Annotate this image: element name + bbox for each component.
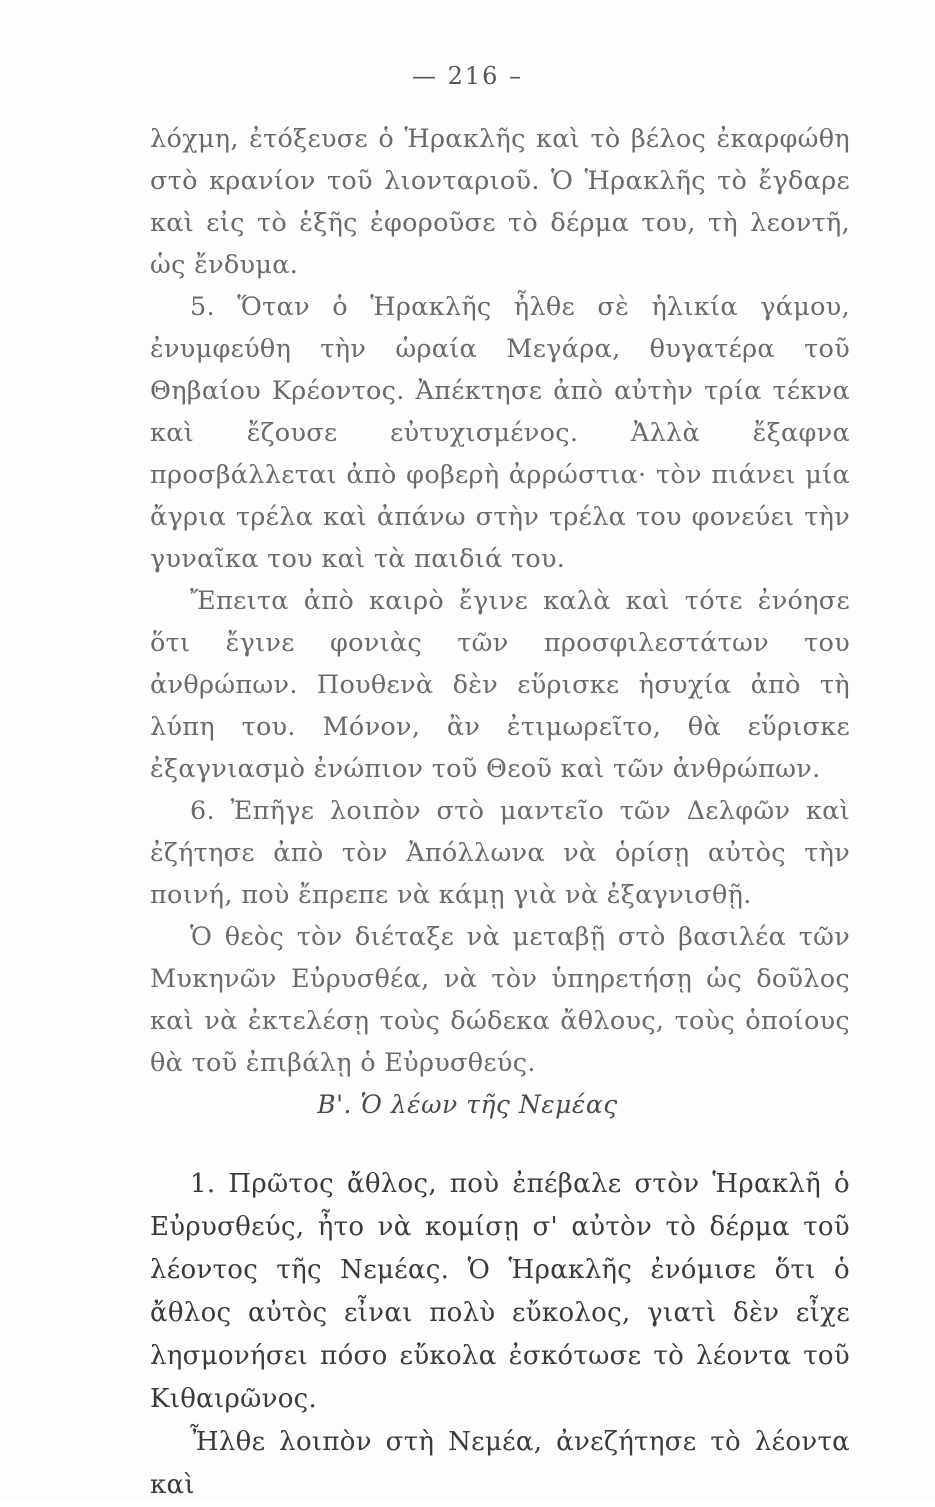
paragraph-came-to-nemea: Ἦλθε λοιπὸν στὴ Νεμέα, ἀνεζήτησε τὸ λέοντα καὶ <box>150 1427 850 1500</box>
upper-text-block <box>150 118 850 1084</box>
paragraph-god-orders: Ὁ θεὸς τὸν διέταξε νὰ μεταβῇ στὸ βασιλέα τῶν Μυκηνῶν Εὐρυσθέα, νὰ τὸν ὑπηρετήσῃ ὡς δοῦλος καὶ νὰ ἐκτελέσῃ τοὺς δώδεκα ἄθλους, τοὺς ὁποίους θὰ τοῦ ἐπιβάλῃ ὁ Εὐρυσθεύς. <box>150 922 850 1078</box>
paragraph-afterward: Ἔπειτα ἀπὸ καιρὸ ἔγινε καλὰ καὶ τότε ἐνόησε ὅτι ἔγινε φονιὰς τῶν προσφιλεστάτων του ἀνθρώπων. Πουθενὰ δὲν εὕρισκε ἡσυχία ἀπὸ τὴ λύπη του. Μόνον, ἂν ἐτιμωρεῖτο, θὰ εὕρισκε ἐξαγνιασμὸ ἐνώπιον τοῦ Θεοῦ καὶ τῶν ἀνθρώπων. <box>150 586 850 784</box>
lower-text-block <box>150 1163 850 1507</box>
page-number: — 216 – <box>411 62 524 90</box>
paragraph-6: 6. Ἐπῆγε λοιπὸν στὸ μαντεῖο τῶν Δελφῶν καὶ ἐζήτησε ἀπὸ τὸν Ἀπόλλωνα νὰ ὁρίσῃ αὐτὸς τὴν ποινή, ποὺ ἔπρεπε νὰ κάμῃ γιὰ νὰ ἐξαγνισθῇ. <box>150 796 850 910</box>
paragraph-first-labor: 1. Πρῶτος ἄθλος, ποὺ ἐπέβαλε στὸν Ἡρακλῆ ὁ Εὐρυσθεύς, ἦτο νὰ κομίσῃ σ' αὐτὸν τὸ δέρμα τοῦ λέοντος τῆς Νεμέας. Ὁ Ἡρακλῆς ἐνόμισε ὅτι ὁ ἄθλος αὐτὸς εἶναι πολὺ εὔκολος, γιατὶ δὲν εἶχε λησμονήσει πόσο εὔκολα ἐσκότωσε τὸ λέοντα τοῦ Κιθαιρῶνος. <box>150 1169 850 1414</box>
paragraph-continued: λόχμη, ἐτόξευσε ὁ Ἡρακλῆς καὶ τὸ βέλος ἐκαρφώθη στὸ κρανίον τοῦ λιονταριοῦ. Ὁ Ἡρακλῆς τὸ ἔγδαρε καὶ εἰς τὸ ἑξῆς ἐφοροῦσε τὸ δέρμα του, τὴ λεοντῆ, ὡς ἔνδυμα. <box>150 124 850 280</box>
section-heading: Β'. Ὁ λέων τῆς Νεμέας <box>317 1090 618 1119</box>
paragraph-5: 5. Ὅταν ὁ Ἡρακλῆς ἦλθε σὲ ἡλικία γάμου, ἐνυμφεύθη τὴν ὡραία Μεγάρα, θυγατέρα τοῦ Θηβαίου Κρέοντος. Ἀπέκτησε ἀπὸ αὐτὴν τρία τέκνα καὶ ἔζουσε εὐτυχισμένος. Ἀλλὰ ἔξαφνα προσβάλλεται ἀπὸ φοβερὴ ἀρρώστια· τὸν πιάνει μία ἄγρια τρέλα καὶ ἀπάνω στὴν τρέλα του φονεύει τὴν γυναῖκα του καὶ τὰ παιδιά του. <box>150 292 850 574</box>
